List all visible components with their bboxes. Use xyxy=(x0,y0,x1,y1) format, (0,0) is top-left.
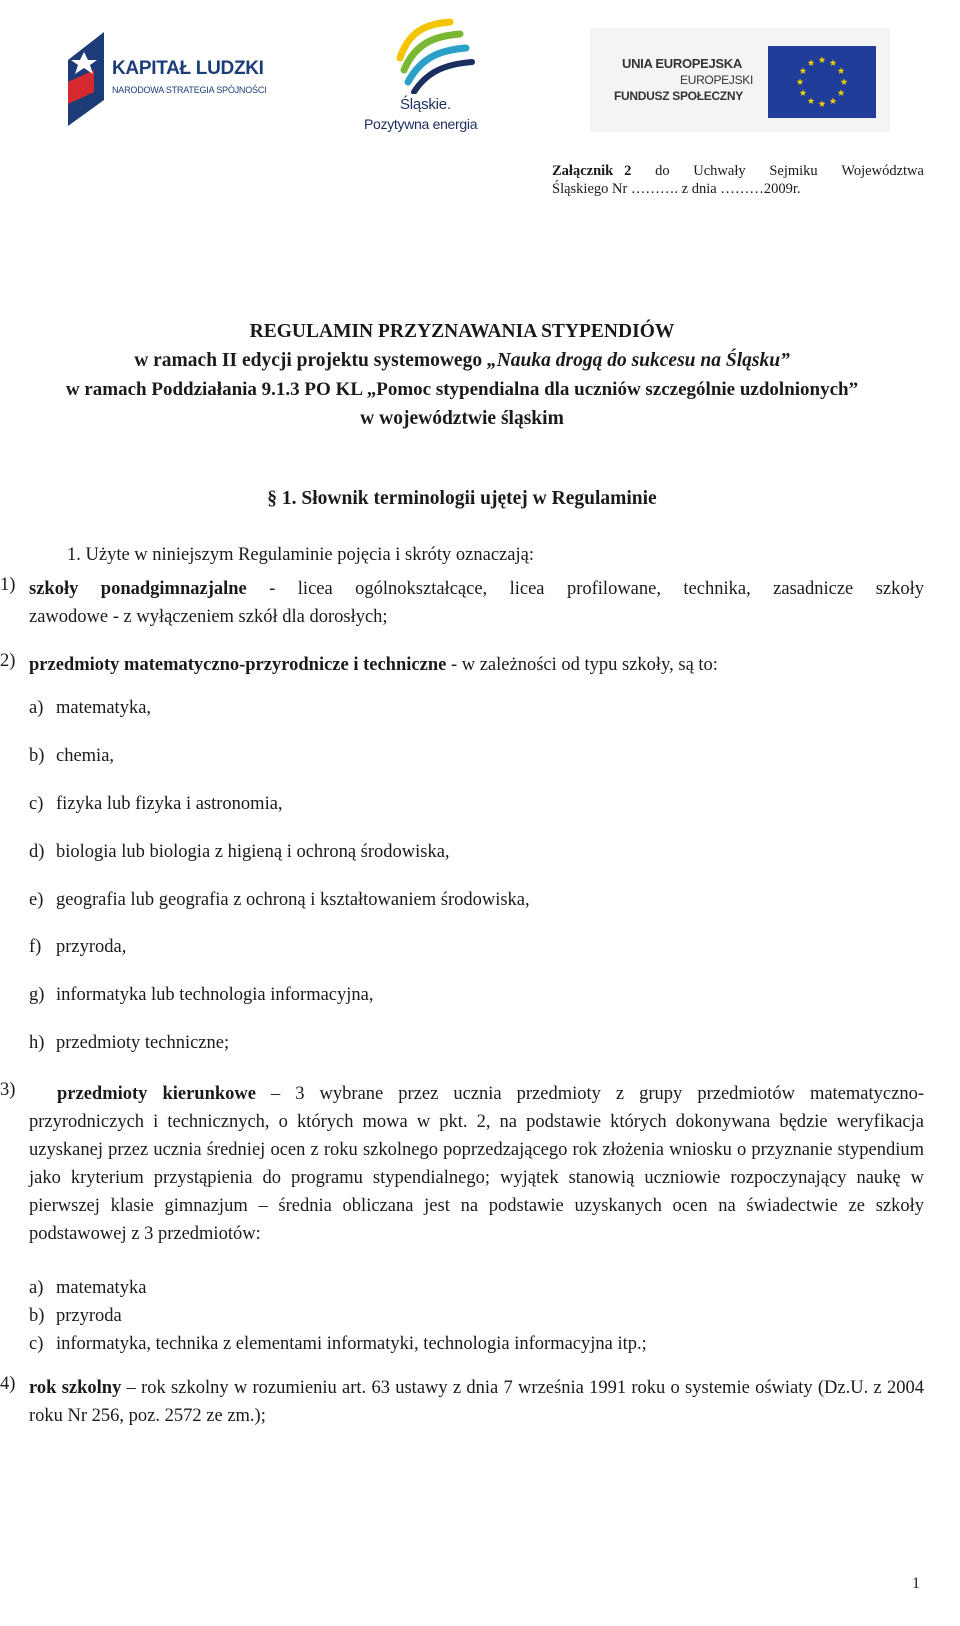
item-number: 4) xyxy=(0,1374,16,1394)
eu-logo-line3: FUNDUSZ SPOŁECZNY xyxy=(614,89,743,103)
list-item: c) fizyka lub fizyka i astronomia, xyxy=(29,794,283,814)
annex-line2: Śląskiego Nr ………. z dnia ………2009r. xyxy=(552,181,801,197)
slaskie-name: Śląskie. xyxy=(400,96,451,113)
annex-number: 2 xyxy=(624,163,632,179)
title-line1: REGULAMIN PRZYZNAWANIA STYPENDIÓW xyxy=(249,321,675,342)
item-term: rok szkolny xyxy=(29,1378,122,1398)
title-line4: w województwie śląskim xyxy=(360,408,564,429)
item-number: 1) xyxy=(0,575,16,595)
eu-logo-line2: EUROPEJSKI xyxy=(680,73,754,87)
title-line3: w ramach Poddziałania 9.1.3 PO KL „Pomoc stypendialna dla uczniów szczególnie uzdolnionych” xyxy=(65,379,859,400)
kapital-ludzki-emblem-icon xyxy=(64,30,110,128)
annex-note xyxy=(552,162,924,198)
intro-paragraph: 1. Użyte w niniejszym Regulaminie pojęcia i skróty oznaczają: xyxy=(67,545,534,565)
eu-logo-line1: UNIA EUROPEJSKA xyxy=(622,56,742,71)
item-number: 2) xyxy=(0,651,16,671)
title-line2: w ramach II edycji projektu systemowego „Nauka drogą do sukcesu na Śląsku” xyxy=(134,350,790,371)
list-item: a) matematyka, xyxy=(29,698,152,718)
eu-logo xyxy=(590,28,890,132)
list-item: g) informatyka lub technologia informacyjna, xyxy=(29,985,374,1005)
list-item: a) matematyka xyxy=(29,1278,147,1298)
annex-word-sejmiku: Sejmiku xyxy=(769,163,818,179)
item-text: rok szkolny – rok szkolny w rozumieniu art. 63 ustawy z dnia 7 września 1991 roku o systemie oświaty (Dz.U. z 2004 roku Nr 256, poz. 2572 ze zm.); xyxy=(29,1378,925,1426)
list-item: f) przyroda, xyxy=(29,937,127,957)
item-number: 3) xyxy=(0,1080,16,1100)
annex-word-do: do xyxy=(655,163,670,179)
annex-word-uchwaly: Uchwały xyxy=(693,163,746,179)
list-item: b) chemia, xyxy=(29,746,115,766)
section-heading: § 1. Słownik terminologii ujętej w Regulaminie xyxy=(267,488,657,509)
annex-word-wojewodztwa: Województwa xyxy=(841,163,924,179)
kapital-ludzki-name: KAPITAŁ LUDZKI xyxy=(112,58,264,79)
item-text: przedmioty matematyczno-przyrodnicze i techniczne - w zależności od typu szkoły, są to: xyxy=(29,655,718,675)
document-title xyxy=(0,317,924,433)
project-name: „Nauka drogą do sukcesu na Śląsku” xyxy=(486,350,790,371)
item-text: szkoły ponadgimnazjalne - licea ogólnokształcące, licea profilowane, technika, zasadnicze szkoły zawodowe - z wyłączeniem szkół dla dorosłych; xyxy=(29,579,924,627)
eu-flag-icon xyxy=(768,46,876,118)
list-item: b) przyroda xyxy=(29,1306,122,1326)
kapital-ludzki-logo xyxy=(64,30,294,130)
item-term: przedmioty matematyczno-przyrodnicze i techniczne xyxy=(29,655,447,675)
slaskie-waves-icon xyxy=(390,18,480,94)
logo-header xyxy=(0,0,960,150)
slaskie-logo xyxy=(360,18,500,138)
kapital-ludzki-tagline: NARODOWA STRATEGIA SPÓJNOŚCI xyxy=(112,85,267,95)
list-item: c) informatyka, technika z elementami informatyki, technologia informacyjna itp.; xyxy=(29,1334,647,1354)
list-item: d) biologia lub biologia z higieną i ochroną środowiska, xyxy=(29,842,450,862)
item-term: szkoły ponadgimnazjalne xyxy=(29,579,247,599)
page-number: 1 xyxy=(912,1575,920,1592)
item-term: przedmioty kierunkowe xyxy=(57,1084,256,1104)
list-item: h) przedmioty techniczne; xyxy=(29,1033,230,1053)
slaskie-tagline: Pozytywna energia xyxy=(364,116,478,132)
annex-label: Załącznik xyxy=(552,163,614,179)
list-item: e) geografia lub geografia z ochroną i kształtowaniem środowiska, xyxy=(29,890,530,910)
item-text: przedmioty kierunkowe – 3 wybrane przez ucznia przedmioty z grupy przedmiotów matematyczno-przyrodniczych i technicznych, o których mowa w pkt. 2, na podstawie których dokonywana będzie weryfikacja uzyskanej przez ucznia średniej ocen z roku szkolnego poprzedzającego rok złożenia wniosku o przyznanie stypendium jako kryterium przystąpienia do programu stypendialnego; wyjątek stanowią uczniowie rozpoczynający naukę w pierwszej klasie gimnazjum – średnia obliczana jest na podstawie uzyskanych ocen na świadectwie ze szkoły podstawowej z 3 przedmiotów: xyxy=(29,1084,924,1244)
